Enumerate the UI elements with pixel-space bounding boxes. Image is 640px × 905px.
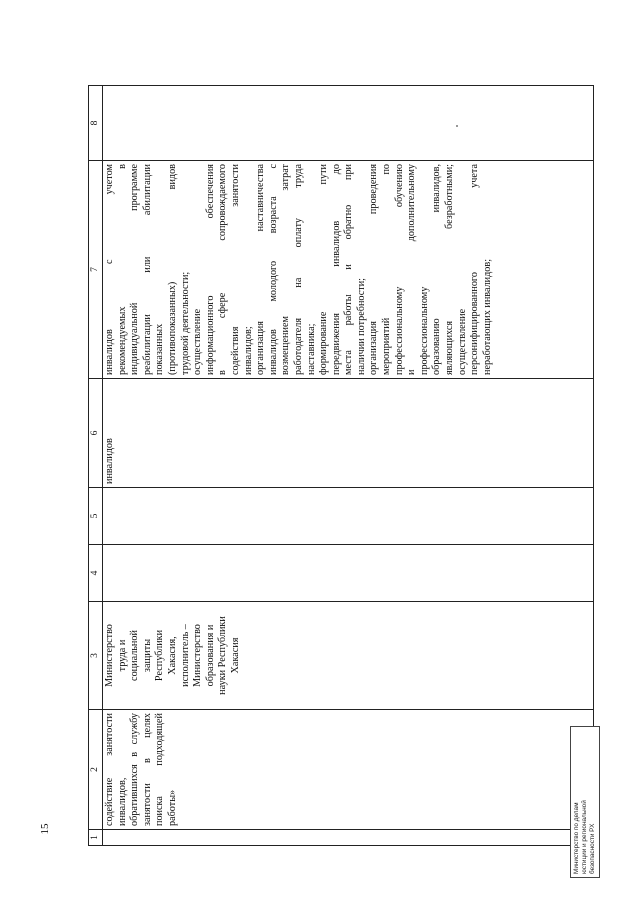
description-line: реабилитации или абилитации [141, 164, 153, 375]
description-line: индивидуальной программе [129, 164, 141, 375]
cell-col8 [103, 86, 594, 161]
cell-measure-name [103, 710, 594, 830]
responsible-line: Министерство [104, 624, 115, 687]
measure-line: обратившихся в службу [129, 713, 141, 826]
description-line: образованию инвалидов, [431, 164, 443, 375]
header-row [89, 86, 103, 846]
description-line: осуществление [192, 308, 204, 375]
header-cell-5: 5 [89, 488, 103, 545]
description-line: передвижения инвалидов до [330, 164, 342, 375]
registration-stamp [570, 726, 600, 878]
description-line: инвалидов молодого возраста с [267, 164, 279, 375]
measure-line: работы» [166, 789, 178, 826]
stamp-line: Министерство по делам [573, 802, 580, 874]
stamp-line: юстиции и региональной [581, 800, 588, 874]
description-line: информационного обеспечения [204, 164, 216, 375]
description-line: возмещением затрат [280, 164, 292, 375]
description-line: места работы и обратно при [343, 164, 355, 375]
description-line: мероприятий по [381, 164, 393, 375]
description-line: показанных [154, 323, 166, 375]
description-line: наставника; [305, 323, 317, 375]
cell-col5 [103, 488, 594, 545]
header-cell-8: 8 [89, 86, 103, 161]
stamp-text [571, 727, 599, 877]
description-line: содействия занятости [229, 164, 241, 375]
header-cell-7: 7 [89, 161, 103, 379]
responsible-line: Хакасия [229, 637, 241, 674]
description-line: в сфере сопровождаемого [217, 164, 229, 375]
description-line: инвалидов с учетом [104, 164, 115, 375]
measures-table [88, 85, 594, 846]
description-line: работодателя на оплату труда [292, 164, 304, 375]
description-line: рекомендуемых в [116, 164, 128, 375]
description-line: формирование пути [318, 164, 330, 375]
header-cell-2: 2 [89, 710, 103, 830]
description-line: профессиональному [418, 286, 430, 375]
description-line: организация проведения [368, 164, 380, 375]
responsible-line: Республики [154, 629, 166, 682]
description-line: персонифицированного учета [469, 164, 481, 375]
header-cell-4: 4 [89, 545, 103, 602]
description-line: являющихся безработными; [444, 164, 456, 375]
description-line: организация наставничества [255, 164, 267, 375]
responsible-line: Хакасия, [166, 636, 178, 675]
header-cell-1: 1 [89, 830, 103, 846]
responsible-line: труда и [116, 639, 128, 672]
cell-target-group: инвалидов [103, 379, 594, 488]
description-line: трудовой деятельности; [179, 271, 191, 375]
cell-col4 [103, 545, 594, 602]
rotated-table-wrapper [88, 86, 593, 846]
description-line: осуществление [456, 308, 468, 375]
responsible-line: защиты [141, 638, 153, 673]
responsible-line: науки Республики [217, 616, 229, 695]
responsible-line: образования и [204, 624, 216, 687]
description-line: инвалидов; [242, 326, 254, 375]
measure-line: содействие занятости [104, 713, 115, 826]
description-line: профессиональному обучению [393, 164, 405, 375]
description-line: наличии потребности; [355, 277, 367, 375]
responsible-line: социальной [129, 630, 141, 681]
scan-speck [456, 125, 458, 127]
responsible-line: Министерство [192, 624, 204, 687]
header-cell-6: 6 [89, 379, 103, 488]
page-number: 15 [39, 823, 51, 835]
description-line: (противопоказанных) видов [166, 164, 178, 375]
table-row [103, 86, 594, 846]
measure-line: инвалидов, [116, 777, 128, 826]
description-line: и дополнительному [406, 164, 418, 375]
stamp-line: безопасности РХ [589, 823, 596, 874]
measure-line: занятости в целях [141, 713, 153, 826]
cell-responsible [103, 602, 594, 710]
responsible-line: исполнитель – [179, 624, 191, 687]
description-line: неработающих инвалидов; [481, 258, 493, 375]
cell-col1 [103, 830, 594, 846]
measure-line: поиска подходящей [154, 713, 166, 826]
header-cell-3: 3 [89, 602, 103, 710]
cell-description [103, 161, 594, 379]
